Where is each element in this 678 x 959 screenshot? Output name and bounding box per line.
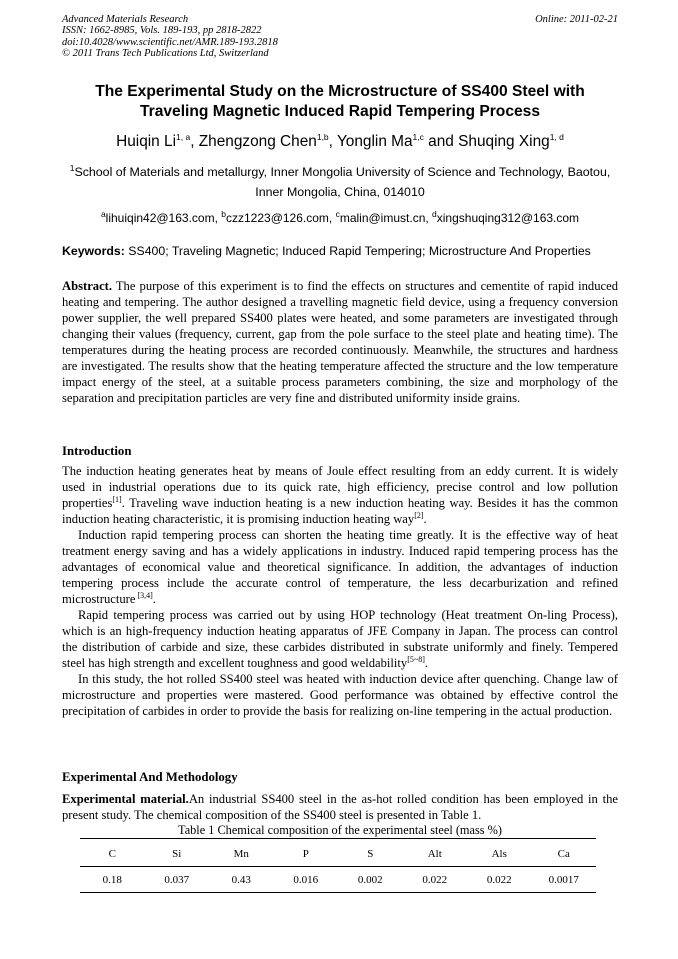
table-cell: 0.016 [293,874,319,886]
email-link[interactable]: xingshuqing312@163.com [436,211,580,225]
experimental-heading: Experimental And Methodology [62,770,238,784]
experimental-body [62,791,618,823]
paragraph-text: . [152,592,156,606]
keywords [62,243,618,259]
author-name: Shuqing Xing [458,133,550,151]
journal-header [62,14,618,60]
doi-line[interactable]: doi:10.4028/www.scientific.net/AMR.189-193.2818 [62,36,278,48]
paper-title [62,82,618,122]
experimental-material-text: An industrial SS400 steel in the as-hot rolled condition has been employed in the present study. The chemical composition of the SS400 steel is presented in Table 1. [62,792,618,822]
email-sup: b [221,209,226,219]
title-line-2: Traveling Magnetic Induced Rapid Tempering Process [139,103,541,120]
table-mid-rule [80,866,596,867]
keywords-label: Keywords: [62,244,125,258]
table-header-row [80,846,596,862]
abstract [62,278,618,406]
author-sup: 1,b [316,132,329,142]
table-bottom-rule [80,892,596,893]
paragraph-text: Induction rapid tempering process can shorten the heating time greatly. It is the effective way of heat treatment energy saving and has a widely applications in industry. Induced rapid tempering process has the advantages of economical value and theoretical significance. In addition, the advantages of induction tempering process include the accurate control of temperature, the less decarburization and refined microstructure [62,528,618,606]
author-sup: 1, a [176,132,191,142]
table-header-cell: P [302,848,309,860]
author-sup: 1, d [549,132,564,142]
abstract-label: Abstract. [62,279,113,293]
citation-ref[interactable]: [5~8] [407,654,425,664]
experimental-material-label: Experimental material. [62,792,189,806]
intro-paragraph-3 [62,607,618,671]
issn-line: ISSN: 1662-8985, Vols. 189-193, pp 2818-2822 [62,25,262,37]
abstract-text: The purpose of this experiment is to find the effects on structures and cementite of rapid induced heating and tempering. The author designed a travelling magnetic field device, using a frequency conversion power supplier, the well prepared SS400 plates were heated, and some parameters are investigated through changing their values (frequency, current, gap from the pole surface to the steel plate and heating time). The temperatures during the heating process are recorded continuously. Meanwhile, the structures and hardness are investigated. The results show that the heating temperature affected the structure and the low temperature impact energy of the steel, at a suitable process parameters combining, the size and morphology of the separation and precipitation particles are very fine and distributed uniformity inside grains. [62,279,618,405]
intro-paragraph-4: In this study, the hot rolled SS400 steel was heated with induction device after quenching. Change law of microstructure and properties were mastered. Good performance was obtained by effective control the precipitation of carbides in order to provide the basis for realizing on-line tempering in the actual production. [62,672,618,718]
table-header-cell: Als [491,848,507,860]
paragraph-text: . Traveling wave induction heating is a new induction heating way. Besides it has the common induction heating characteristic, it is promising induction heating way [62,496,618,526]
table-caption: Table 1 Chemical composition of the experimental steel (mass %) [178,823,502,837]
paragraph-text: . [424,656,429,670]
online-date: Online: 2011-02-21 [535,14,618,25]
affiliation-line-1: School of Materials and metallurgy, Inner Mongolia University of Science and Technology, Baotou, [74,165,611,180]
email-link[interactable]: malin@imust.cn, [339,211,433,225]
intro-paragraph-2 [62,527,618,607]
email-link[interactable]: czz1223@126.com, [226,211,336,225]
table-header-cell: C [108,848,116,860]
email-sup: a [100,209,106,219]
table-cell: 0.022 [422,874,448,886]
paragraph-text: . [423,512,427,526]
table-cell: 0.43 [231,874,251,886]
author-sup: 1,c [412,132,424,142]
email-sup: c [335,209,340,219]
table-row [80,872,596,888]
citation-ref[interactable]: [2] [414,510,424,520]
author-separator: , [328,133,337,151]
citation-ref[interactable]: [1] [112,494,122,504]
email-sup: d [432,209,437,219]
paragraph-text: The induction heating generates heat by means of Joule effect resulting from an eddy current. It is widely used in industrial operations due to its quick rate, high efficiency, precise control and low pollution properties [62,464,618,510]
table-header-cell: S [367,848,374,860]
introduction-heading: Introduction [62,444,132,458]
email-list [62,206,618,226]
table-cell: 0.0017 [548,874,579,886]
author-and: and [423,133,459,151]
author-name: Zhengzong Chen [198,133,317,151]
table-cell: 0.037 [164,874,190,886]
citation-ref[interactable]: [3,4] [135,590,153,600]
table-header-cell: Alt [427,848,442,860]
journal-name: Advanced Materials Research [62,14,189,25]
affiliation-sup: 1 [69,163,75,173]
table-cell: 0.002 [357,874,383,886]
title-line-1: The Experimental Study on the Microstructure of SS400 Steel with [95,83,585,100]
table-header-cell: Mn [233,848,249,860]
table-header-cell: Si [172,848,182,860]
email-link[interactable]: lihuiqin42@163.com, [105,211,222,225]
introduction-body [62,463,618,719]
table-header-cell: Ca [557,848,570,860]
table-cell: 0.022 [486,874,512,886]
table-cell: 0.18 [102,874,122,886]
author-separator: , [190,133,199,151]
copyright-line: © 2011 Trans Tech Publications Ltd, Switzerland [62,48,269,60]
table-top-rule [80,838,596,839]
author-list [62,127,618,152]
author-name: Huiqin Li [116,133,176,151]
keywords-text: SS400; Traveling Magnetic; Induced Rapid Tempering; Microstructure And Properties [124,244,591,258]
affiliation [62,158,618,202]
intro-paragraph-1 [62,463,618,527]
paragraph-text: Rapid tempering process was carried out by using HOP technology (Heat treatment On-ling Process), which is an high-frequency induction heating apparatus of JFE Company in Japan. The process can control the distribution of carbide and size, these carbides distributed in substrate uniformly and finely. Tempered steel has high strength and excellent toughness and good weldability [62,608,618,670]
author-name: Yonglin Ma [336,133,413,151]
affiliation-line-2: Inner Mongolia, China, 014010 [255,185,425,200]
